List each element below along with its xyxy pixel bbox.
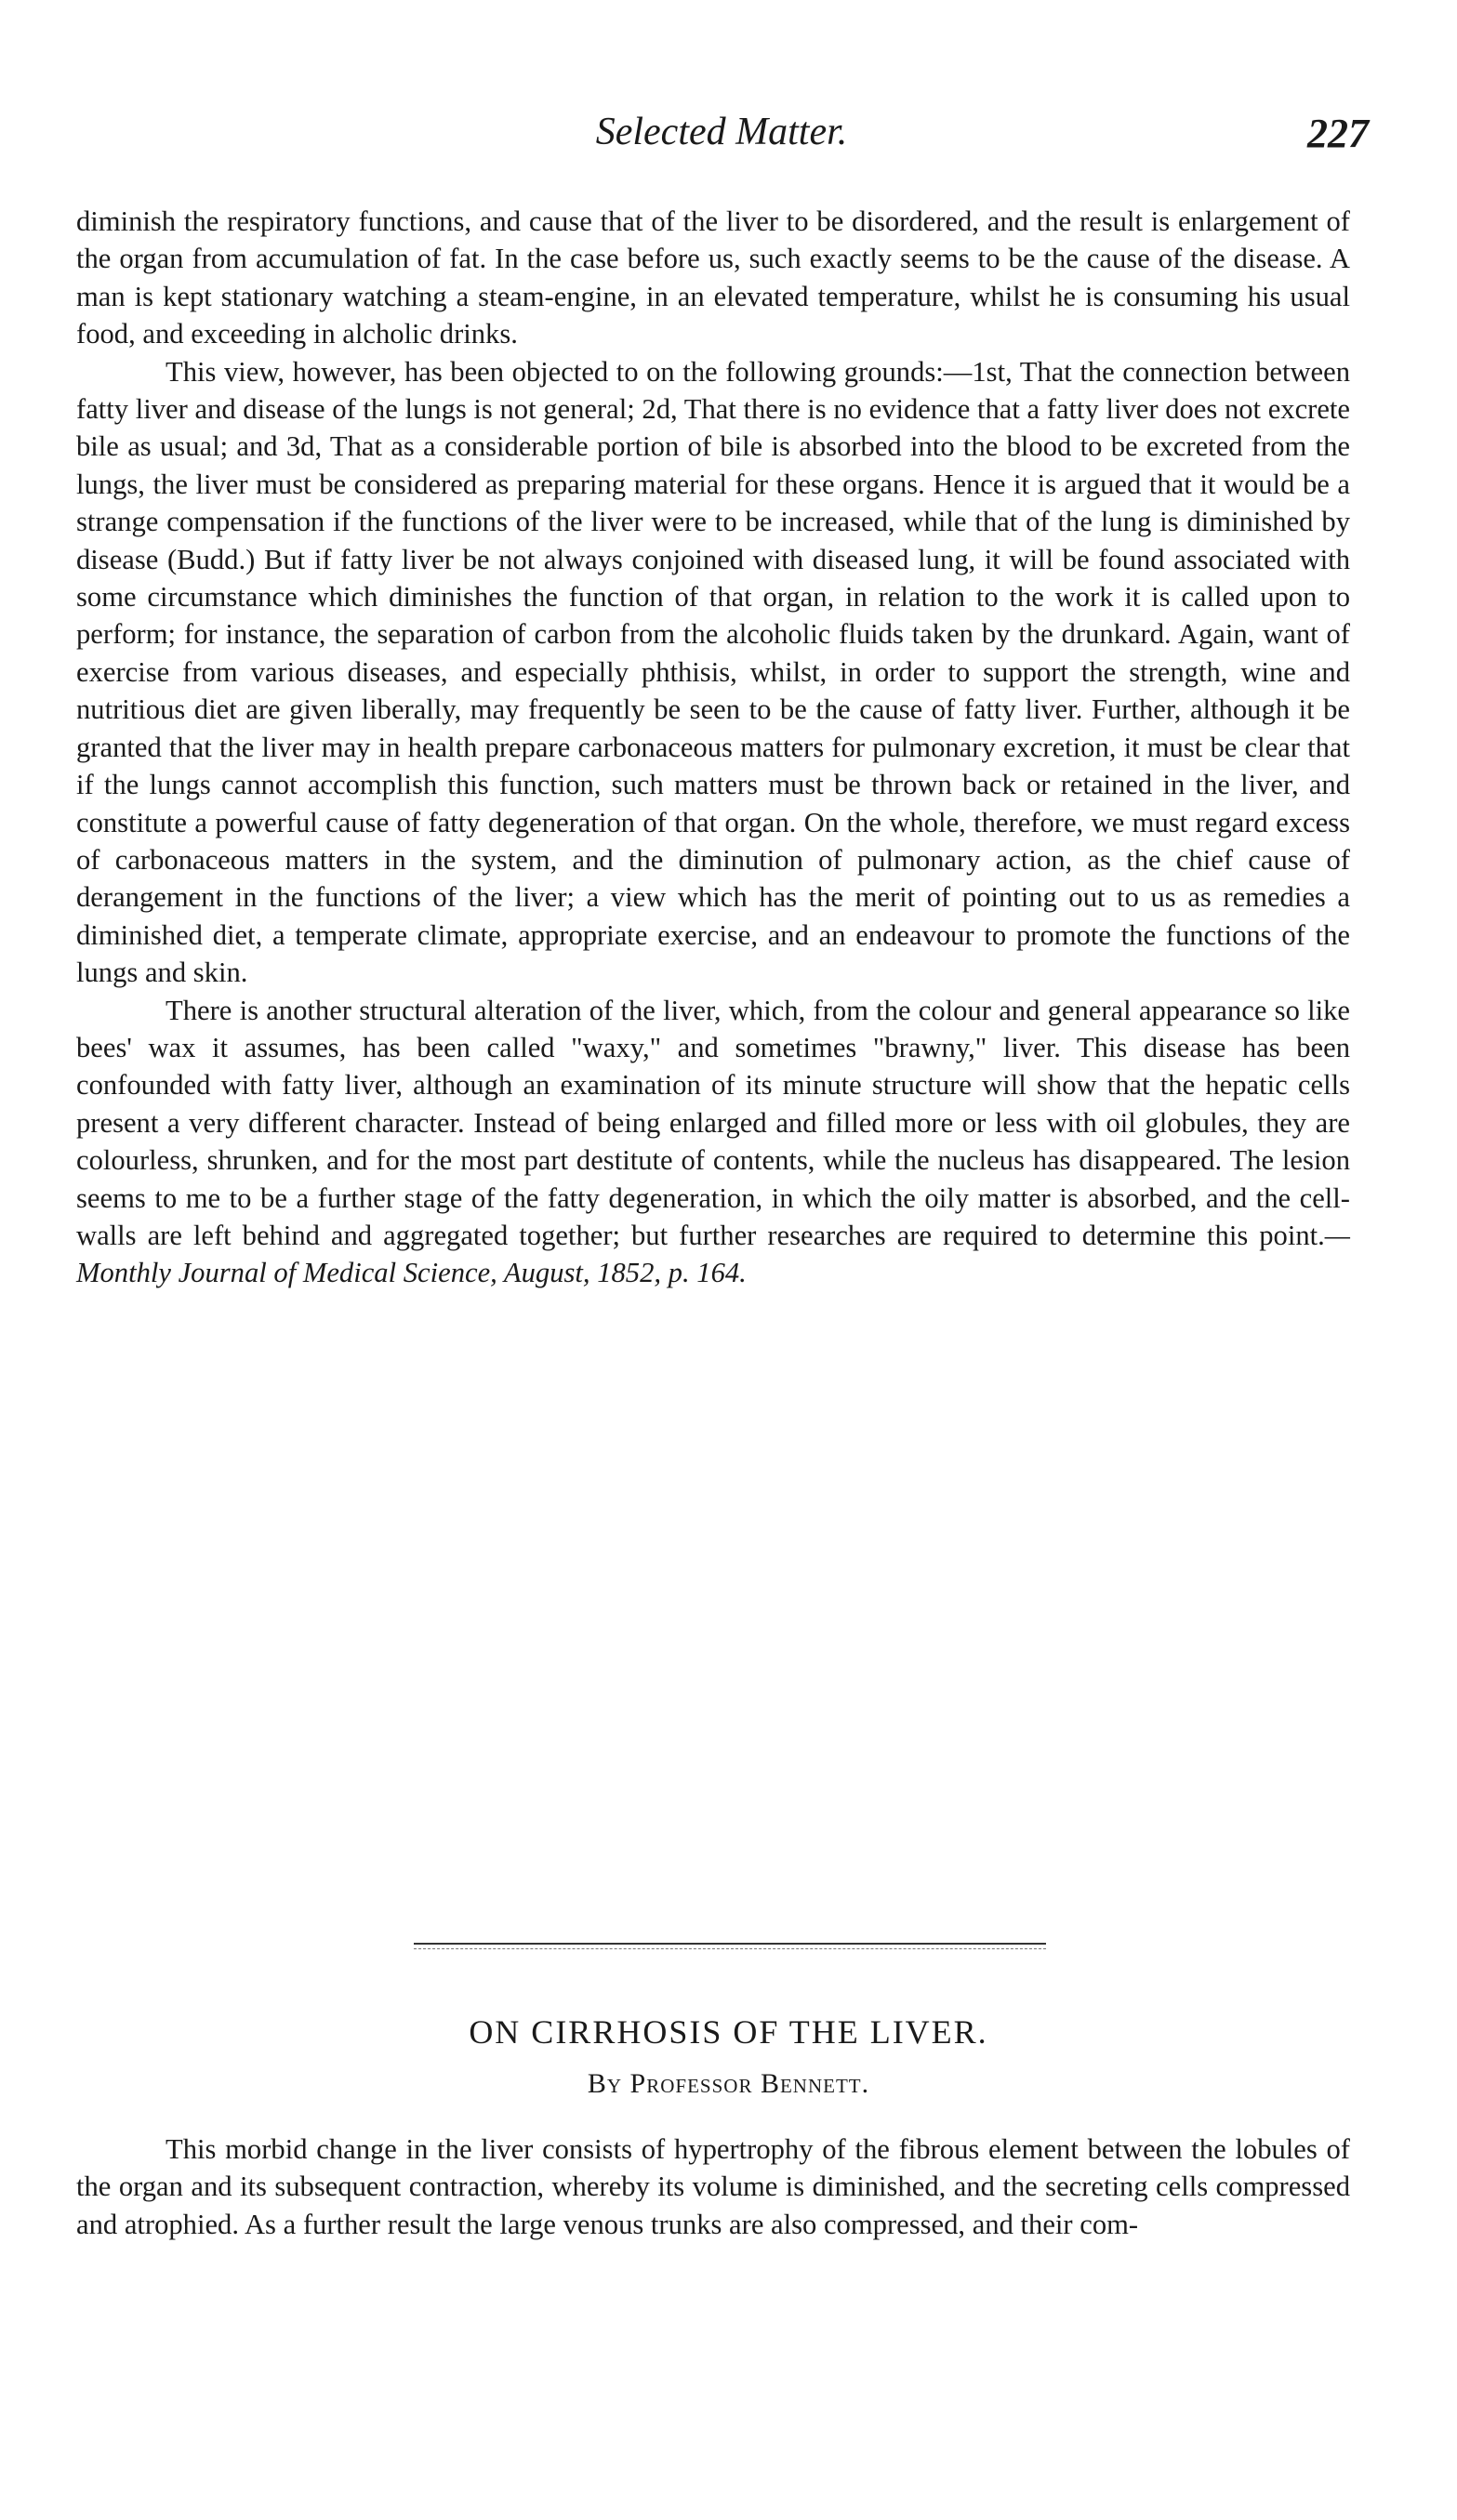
- divider-rule: [414, 1943, 1046, 1945]
- page-number: 227: [1307, 111, 1369, 156]
- paragraph-waxy-liver-text: There is another structural alteration of the liver, which, from the colour and general appearance so like bees' wax it assumes, has been called "waxy," and sometimes "brawny," liver. This disease has been confounded with fatty liver, although an examination of its minute structure will show that the hepatic cells present a very different character. Instead of being enlarged and filled more or less with oil globules, they are colourless, shrunken, and for the most part destitute of contents, while the nucleus has disappeared. The lesion seems to me to be a further stage of the fatty degeneration, in which the oily matter is absorbed, and the cell-walls are left behind and aggregated together; but further researches are required to determine this point.: [76, 994, 1350, 1251]
- selected-matter-text: [76, 203, 1350, 1292]
- paragraph-objections: This view, however, has been objected to on the following grounds:—1st, That the connection between fatty liver and disease of the lungs is not general; 2d, That there is no evidence that a fatty liver does not excrete bile as usual; and 3d, That as a considerable portion of bile is absorbed into the blood to be excreted from the lungs, the liver must be considered as preparing material for these organs. Hence it is argued that it would be a strange compensation if the functions of the liver were to be increased, while that of the lung is diminished by disease (Budd.) But if fatty liver be not always conjoined with diseased lung, it will be found associated with some circumstance which diminishes the function of that organ, in relation to the work it is called upon to perform; for instance, the separation of carbon from the alcoholic fluids taken by the drunkard. Again, want of exercise from various diseases, and especially phthisis, whilst, in order to support the strength, wine and nutritious diet are given liberally, may frequently be seen to be the cause of fatty liver. Further, although it be granted that the liver may in health prepare carbonaceous matters for pulmonary excretion, it must be clear that if the lungs cannot accomplish this function, such matters must be thrown back or retained in the liver, and constitute a powerful cause of fatty degeneration of that organ. On the whole, therefore, we must regard excess of carbonaceous matters in the system, and the diminution of pulmonary action, as the chief cause of derangement in the functions of the liver; a view which has the merit of pointing out to us as remedies a diminished diet, a temperate climate, appropriate exercise, and an endeavour to promote the functions of the lungs and skin.: [76, 355, 1350, 989]
- divider-rule-thin: [414, 1948, 1046, 1949]
- section-divider: [414, 1943, 1046, 1952]
- running-title: Selected Matter.: [595, 111, 848, 153]
- source-citation: —Monthly Journal of Medical Science, August, 1852, p. 164.: [76, 1219, 1350, 1289]
- article-byline: By Professor Bennett.: [587, 2068, 870, 2099]
- article-body: [76, 2131, 1350, 2243]
- article-paragraph: This morbid change in the liver consists of hypertrophy of the fibrous element between the lobules of the organ and its subsequent contraction, whereby its volume is diminished, and the secreting cells compressed and atrophied. As a further result the large venous trunks are also compressed, and their com-: [76, 2133, 1350, 2240]
- paragraph-waxy-liver: [76, 992, 1350, 1292]
- running-head: [74, 110, 1369, 165]
- article-title: ON CIRRHOSIS OF THE LIVER.: [469, 2013, 988, 2051]
- paragraph-continued: diminish the respiratory functions, and cause that of the liver to be disordered, and the result is enlargement of the organ from accumulation of fat. In the case before us, such exactly seems to be the cause of the disease. A man is kept stationary watching a steam-engine, in an elevated temperature, whilst he is consuming his usual food, and exceeding in alcholic drinks.: [76, 205, 1350, 350]
